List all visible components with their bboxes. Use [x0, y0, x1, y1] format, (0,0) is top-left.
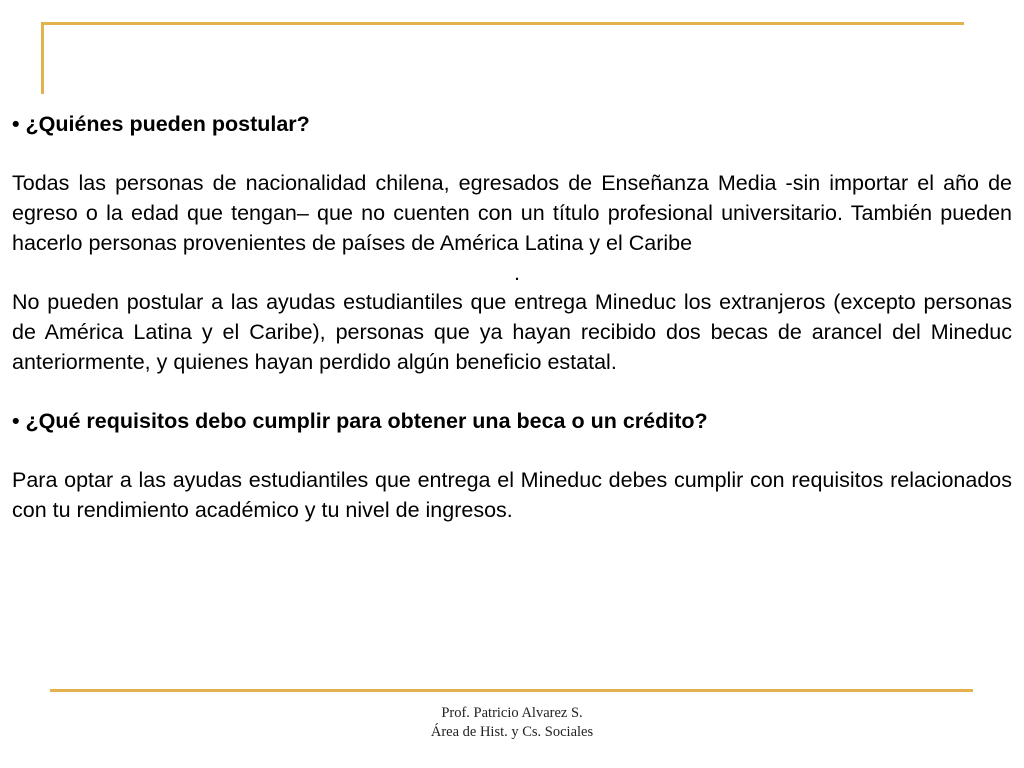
- question1-paragraph1: Todas las personas de nacionalidad chilena, egresados de Enseñanza Media -sin importar el año de egreso o la edad que tengan– que no cuenten con un título profesional universitario. También pueden hacerlo personas provenientes de países de América Latina y el Caribe: [12, 171, 1012, 255]
- footer-author: Prof. Patricio Alvarez S.: [441, 705, 583, 721]
- footer: [362, 704, 662, 742]
- question1-heading: • ¿Quiénes pueden postular?: [12, 112, 310, 136]
- spacer: [12, 437, 1012, 467]
- spacer: [12, 140, 1012, 170]
- question1-paragraph2: No pueden postular a las ayudas estudiantiles que entrega Mineduc los extranjeros (excepto personas de América Latina y el Caribe), personas que ya hayan recibido dos becas de arancel del Mineduc anteriormente, y quienes hayan perdido algún beneficio estatal.: [12, 290, 1012, 374]
- top-rule: [41, 22, 964, 25]
- left-rule: [41, 22, 44, 94]
- bottom-rule: [50, 689, 973, 692]
- question2-heading: • ¿Qué requisitos debo cumplir para obtener una beca o un crédito?: [12, 409, 708, 433]
- spacer: [12, 377, 1012, 407]
- slide-content: [12, 110, 1012, 526]
- question2-paragraph: Para optar a las ayudas estudiantiles que entrega el Mineduc debes cumplir con requisitos relacionados con tu rendimiento académico y tu nivel de ingresos.: [12, 468, 1012, 523]
- footer-department: Área de Hist. y Cs. Sociales: [430, 724, 594, 740]
- separator-dot: .: [514, 260, 520, 285]
